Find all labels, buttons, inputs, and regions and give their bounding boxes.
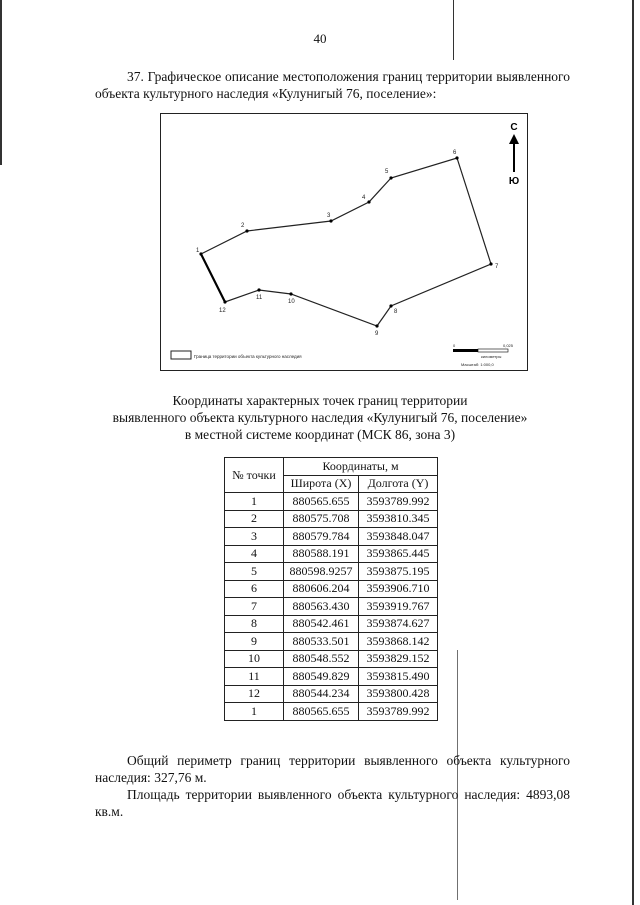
cell-point-number: 11: [225, 668, 284, 686]
boundary-point-marker: [367, 200, 370, 203]
cell-latitude: 880544.234: [284, 685, 359, 703]
boundary-point-marker: [289, 292, 292, 295]
cell-latitude: 880575.708: [284, 510, 359, 528]
cell-longitude: 3593848.047: [359, 528, 438, 546]
table-caption: [80, 392, 560, 443]
boundary-point-label: 1: [196, 248, 200, 254]
table-row: [225, 510, 438, 528]
cell-latitude: 880565.655: [284, 703, 359, 721]
map-scale-bar: [453, 343, 514, 367]
cell-longitude: 3593868.142: [359, 633, 438, 651]
cell-point-number: 4: [225, 545, 284, 563]
caption-line-2: выявленного объекта культурного наследия «Кулунигый 76, поселение»: [112, 410, 528, 425]
cell-latitude: 880598.9257: [284, 563, 359, 581]
cell-longitude: 3593789.992: [359, 493, 438, 511]
boundary-point-label: 2: [241, 223, 245, 229]
cell-latitude: 880549.829: [284, 668, 359, 686]
table-row: [225, 703, 438, 721]
boundary-point-marker: [455, 156, 458, 159]
cell-longitude: 3593789.992: [359, 703, 438, 721]
boundary-point-label: 6: [453, 150, 457, 156]
table-row: [225, 650, 438, 668]
boundary-point-markers: [199, 156, 492, 327]
svg-text:0,025: 0,025: [503, 343, 514, 348]
boundary-point-label: 8: [394, 309, 398, 315]
table-row: [225, 685, 438, 703]
boundary-point-label: 7: [495, 264, 499, 270]
scan-fold-line: [453, 0, 454, 60]
cell-latitude: 880533.501: [284, 633, 359, 651]
boundary-point-marker: [223, 300, 226, 303]
table-row: [225, 633, 438, 651]
cell-longitude: 3593829.152: [359, 650, 438, 668]
cell-point-number: 1: [225, 703, 284, 721]
cell-point-number: 7: [225, 598, 284, 616]
boundary-point-label: 10: [288, 299, 295, 305]
cell-latitude: 880542.461: [284, 615, 359, 633]
boundary-point-labels: [196, 150, 499, 337]
cell-latitude: 880606.204: [284, 580, 359, 598]
table-row: [225, 615, 438, 633]
table-row: [225, 528, 438, 546]
cell-point-number: 3: [225, 528, 284, 546]
coordinates-table-body: [225, 493, 438, 721]
cell-point-number: 5: [225, 563, 284, 581]
svg-text:Масштаб: 1:000,0: Масштаб: 1:000,0: [461, 362, 494, 367]
north-arrow-icon: [509, 122, 519, 187]
cell-latitude: 880548.552: [284, 650, 359, 668]
cell-longitude: 3593875.195: [359, 563, 438, 581]
cell-point-number: 1: [225, 493, 284, 511]
cell-point-number: 12: [225, 685, 284, 703]
map-legend: [171, 351, 302, 359]
boundary-point-marker: [489, 262, 492, 265]
cell-longitude: 3593815.490: [359, 668, 438, 686]
cell-point-number: 2: [225, 510, 284, 528]
boundary-point-marker: [329, 219, 332, 222]
table-row: [225, 668, 438, 686]
boundary-point-label: 11: [256, 295, 263, 301]
svg-text:километры: километры: [481, 354, 502, 359]
svg-text:Ю: Ю: [508, 176, 520, 187]
boundary-point-marker: [389, 176, 392, 179]
boundary-point-marker: [257, 288, 260, 291]
section-heading: 37. Графическое описание местоположения границ территории выявленного объекта культурного наследия «Кулунигый 76, поселение»:: [95, 69, 570, 101]
header-coordinates: Координаты, м: [284, 458, 438, 476]
cell-latitude: 880588.191: [284, 545, 359, 563]
table-row: [225, 598, 438, 616]
svg-text:С: С: [510, 122, 518, 133]
cell-latitude: 880565.655: [284, 493, 359, 511]
table-row: [225, 545, 438, 563]
boundary-point-marker: [245, 229, 248, 232]
boundary-map-svg: [161, 114, 529, 372]
svg-text:Граница территории объекта кул: Граница территории объекта культурного наследия: [194, 354, 302, 359]
table-row: [225, 580, 438, 598]
cell-longitude: 3593919.767: [359, 598, 438, 616]
boundary-map: [160, 113, 528, 371]
svg-text:0: 0: [453, 343, 456, 348]
cell-longitude: 3593810.345: [359, 510, 438, 528]
area-text: Площадь территории выявленного объекта культурного наследия: 4893,08 кв.м.: [95, 787, 570, 819]
cell-point-number: 6: [225, 580, 284, 598]
perimeter-text: Общий периметр границ территории выявленного объекта культурного наследия: 327,76 м.: [95, 753, 570, 785]
cell-longitude: 3593800.428: [359, 685, 438, 703]
caption-line-3: в местной системе координат (МСК 86, зона 3): [184, 427, 456, 442]
table-header-row: [225, 458, 438, 476]
boundary-point-label: 4: [362, 195, 366, 201]
cell-point-number: 9: [225, 633, 284, 651]
boundary-point-label: 5: [385, 169, 389, 175]
cell-longitude: 3593906.710: [359, 580, 438, 598]
cell-latitude: 880563.430: [284, 598, 359, 616]
cell-point-number: 8: [225, 615, 284, 633]
boundary-point-label: 9: [375, 331, 379, 337]
boundary-highlight-segment: [201, 254, 225, 302]
boundary-point-marker: [375, 324, 378, 327]
table-row: [225, 563, 438, 581]
boundary-polygon: [201, 158, 491, 326]
cell-point-number: 10: [225, 650, 284, 668]
cell-latitude: 880579.784: [284, 528, 359, 546]
page-number: 40: [313, 31, 327, 46]
boundary-point-marker: [389, 304, 392, 307]
caption-line-1: Координаты характерных точек границ территории: [172, 393, 468, 408]
cell-longitude: 3593865.445: [359, 545, 438, 563]
boundary-point-label: 3: [327, 213, 331, 219]
header-latitude: Широта (X): [284, 475, 359, 493]
header-longitude: Долгота (Y): [359, 475, 438, 493]
boundary-point-label: 12: [219, 308, 226, 314]
cell-longitude: 3593874.627: [359, 615, 438, 633]
header-point-number: № точки: [225, 458, 284, 493]
table-row: [225, 493, 438, 511]
scan-margin-line-left: [0, 0, 2, 165]
boundary-point-marker: [199, 252, 202, 255]
scan-margin-line-right: [632, 0, 634, 905]
coordinates-table: [224, 457, 438, 721]
